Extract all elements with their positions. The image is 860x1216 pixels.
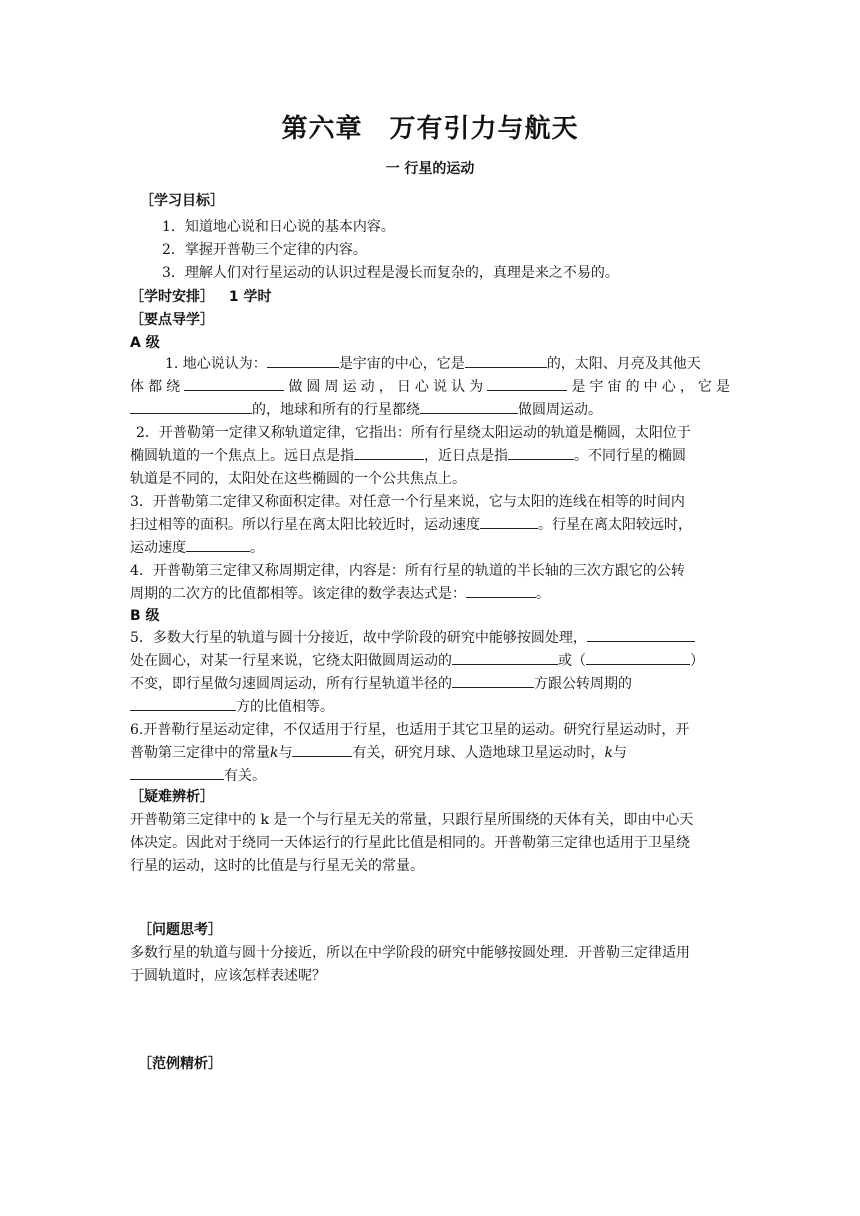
heading-guide: ［要点导学］ (130, 312, 214, 328)
blank (130, 765, 224, 780)
blank (354, 445, 424, 460)
blank (420, 399, 518, 414)
blank (466, 583, 536, 598)
blank (452, 673, 534, 688)
heading-examples: ［范例精析］ (138, 1056, 222, 1072)
heading-schedule (130, 286, 272, 306)
heading-objectives: ［学习目标］ (140, 193, 224, 209)
blank (267, 353, 339, 368)
q1-line-2: 体都绕 做圆周运动，日心说认为 是宇宙的中心，它是 (130, 376, 730, 398)
schedule-label: ［学时安排］ (130, 289, 214, 305)
blank (292, 742, 352, 757)
blank (465, 353, 547, 368)
difficult-line-2: 体决定。因此对于绕同一天体运行的行星此比值是相同的。开普勒第三定律也适用于卫星绕 (130, 835, 690, 851)
blank (508, 445, 574, 460)
objective-3: 3．理解人们对行星运动的认识过程是漫长而复杂的，真理是来之不易的。 (162, 265, 619, 281)
q3-line-3: 运动速度 。 (130, 537, 730, 559)
blank (184, 376, 284, 391)
q6-line-3: 有关。 (130, 765, 730, 787)
blank (480, 514, 538, 529)
q3-line-2: 扫过相等的面积。所以行星在离太阳比较近时，运动速度 。行星在离太阳较远时， (130, 514, 730, 536)
q5-line-4: 方的比值相等。 (130, 696, 730, 718)
blank (130, 696, 236, 711)
level-b: B 级 (130, 608, 160, 624)
thinking-line-1: 多数行星的轨道与圆十分接近，所以在中学阶段的研究中能够按圆处理．开普勒三定律适用 (130, 945, 690, 961)
q2-line-1: 2．开普勒第一定律又称轨道定律，它指出：所有行星绕太阳运动的轨道是椭圆，太阳位于 (136, 425, 691, 441)
q1-line-3: 的，地球和所有的行星都绕 做圆周运动。 (130, 399, 730, 421)
chapter-title: 第六章 万有引力与航天 (281, 114, 579, 144)
blank (130, 399, 252, 414)
section-subtitle: 一 行星的运动 (385, 161, 475, 177)
heading-difficult: ［疑难辨析］ (130, 789, 214, 805)
blank (186, 537, 250, 552)
q5-line-2: 处在圆心，对某一行星来说，它绕太阳做圆周运动的 或（ ） (130, 650, 730, 672)
blank (586, 650, 690, 665)
difficult-line-3: 行星的运动，这时的比值是与行星无关的常量。 (130, 858, 424, 874)
blank (452, 650, 558, 665)
q5-line-1: 5．多数大行星的轨道与圆十分接近，故中学阶段的研究中能够按圆处理， (130, 627, 730, 649)
objective-2: 2．掌握开普勒三个定律的内容。 (162, 242, 367, 258)
q1-line-1: 1. 地心说认为： 是宇宙的中心，它是 的，太阳、月亮及其他天 (165, 353, 730, 375)
q4-line-2: 周期的二次方的比值都相等。该定律的数学表达式是： 。 (130, 583, 730, 605)
thinking-line-2: 于圆轨道时，应该怎样表述呢？ (130, 968, 326, 984)
heading-thinking: ［问题思考］ (138, 922, 222, 938)
q6-line-1: 6.开普勒行星运动定律，不仅适用于行星，也适用于其它卫星的运动。研究行星运动时，开 (130, 722, 690, 738)
q2-line-2: 椭圆轨道的一个焦点上。远日点是指 ，近日点是指 。不同行星的椭圆 (130, 445, 730, 467)
q4-line-1: 4．开普勒第三定律又称周期定律，内容是：所有行星的轨道的半长轴的三次方跟它的公转 (130, 563, 685, 579)
q6-line-2: 普勒第三定律中的常量k与 有关，研究月球、人造地球卫星运动时，k与 (130, 742, 730, 764)
schedule-value: 1 学时 (228, 289, 272, 305)
blank (487, 376, 567, 391)
q5-line-3: 不变，即行星做匀速圆周运动，所有行星轨道半径的 方跟公转周期的 (130, 673, 730, 695)
objective-1: 1．知道地心说和日心说的基本内容。 (162, 219, 395, 235)
level-a: A 级 (130, 335, 160, 351)
q3-line-1: 3．开普勒第二定律又称面积定律。对任意一个行星来说，它与太阳的连线在相等的时间内 (130, 494, 685, 510)
difficult-line-1: 开普勒第三定律中的 k 是一个与行星无关的常量，只跟行星所围绕的天体有关，即由中心天 (130, 812, 694, 828)
blank (587, 627, 695, 642)
q2-line-3: 轨道是不同的，太阳处在这些椭圆的一个公共焦点上。 (130, 471, 466, 487)
